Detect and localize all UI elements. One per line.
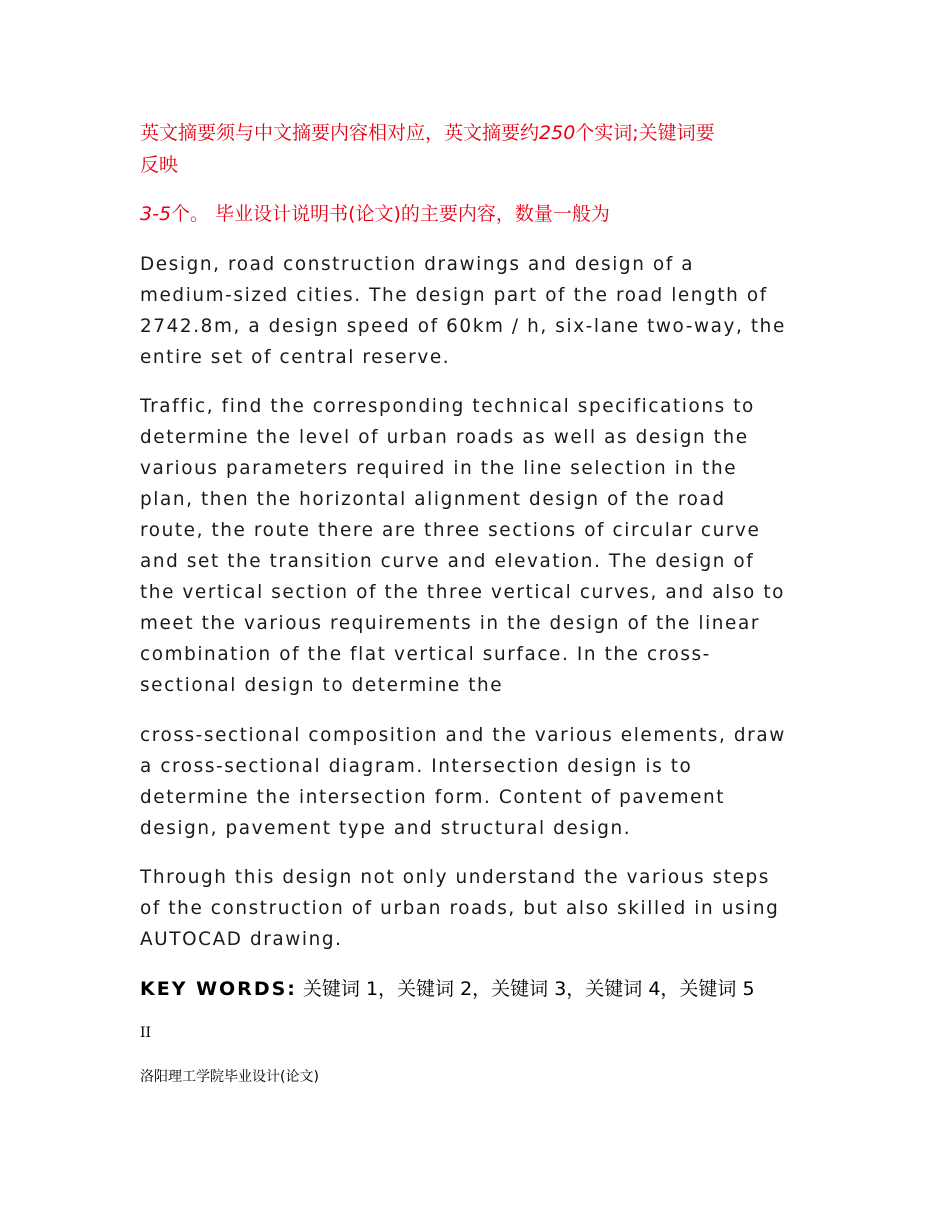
abstract-line: Traffic, find the corresponding technical specifications to bbox=[140, 396, 755, 417]
abstract-line: entire set of central reserve. bbox=[140, 347, 451, 368]
abstract-line: of the construction of urban roads, but also skilled in using bbox=[140, 898, 780, 919]
instruction-number: 250 bbox=[539, 122, 576, 144]
abstract-line: combination of the flat vertical surface. In the cross- bbox=[140, 644, 711, 665]
document-footer: 洛阳理工学院毕业设计(论文) bbox=[140, 1069, 319, 1085]
keywords-line bbox=[140, 974, 755, 1004]
abstract-line: determine the level of urban roads as well as design the bbox=[140, 427, 749, 448]
keywords-label: KEY WORDS: bbox=[140, 978, 297, 1000]
abstract-paragraph-4 bbox=[140, 862, 820, 955]
abstract-line: the vertical section of the three vertical curves, and also to bbox=[140, 582, 786, 603]
abstract-line: sectional design to determine the bbox=[140, 675, 504, 696]
instruction-line-3 bbox=[140, 198, 610, 230]
keywords-values: 关键词 1，关键词 2，关键词 3，关键词 4，关键词 5 bbox=[302, 978, 755, 1000]
instruction-text: 个。 毕业设计说明书(论文)的主要内容，数量一般为 bbox=[171, 203, 610, 225]
abstract-line: AUTOCAD drawing. bbox=[140, 929, 343, 950]
abstract-line: a cross-sectional diagram. Intersection design is to bbox=[140, 756, 693, 777]
abstract-line: plan, then the horizontal alignment design of the road bbox=[140, 489, 726, 510]
abstract-line: Design, road construction drawings and design of a bbox=[140, 254, 695, 275]
instruction-text: 英文摘要须与中文摘要内容相对应，英文摘要约 bbox=[140, 122, 540, 144]
instruction-line-2: 反映 bbox=[140, 154, 179, 176]
abstract-paragraph-1 bbox=[140, 249, 820, 373]
abstract-line: cross-sectional composition and the various elements, draw bbox=[140, 725, 786, 746]
abstract-paragraph-3 bbox=[140, 720, 820, 844]
abstract-paragraph-2 bbox=[140, 391, 820, 701]
abstract-line: Through this design not only understand the various steps bbox=[140, 867, 770, 888]
abstract-line: various parameters required in the line selection in the bbox=[140, 458, 738, 479]
abstract-line: 2742.8m, a design speed of 60km / h, six-lane two-way, the bbox=[140, 316, 786, 337]
abstract-line: design, pavement type and structural design. bbox=[140, 818, 632, 839]
instruction-line-1 bbox=[140, 117, 715, 149]
instruction-number: 3-5 bbox=[140, 203, 172, 225]
page-number: II bbox=[140, 1025, 152, 1041]
abstract-line: and set the transition curve and elevation. The design of bbox=[140, 551, 755, 572]
abstract-line: medium-sized cities. The design part of the road length of bbox=[140, 285, 768, 306]
abstract-line: route, the route there are three sections of circular curve bbox=[140, 520, 761, 541]
instruction-text: 个实词;关键词要 bbox=[575, 122, 715, 144]
abstract-line: determine the intersection form. Content of pavement bbox=[140, 787, 726, 808]
abstract-line: meet the various requirements in the design of the linear bbox=[140, 613, 761, 634]
